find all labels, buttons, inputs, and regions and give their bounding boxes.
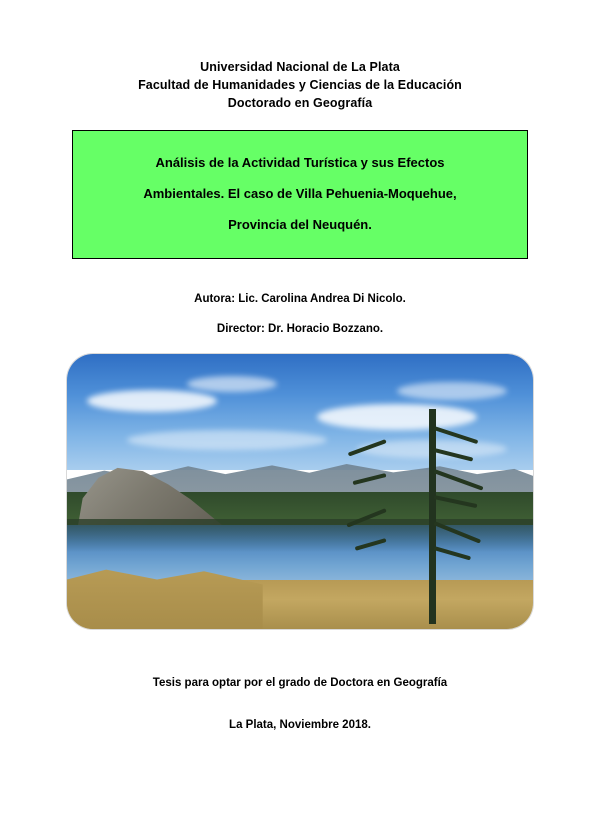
author-name: Autora: Lic. Carolina Andrea Di Nicolo. bbox=[194, 293, 406, 305]
director-name: Director: Dr. Horacio Bozzano. bbox=[216, 323, 384, 335]
thesis-title-line-2: Ambientales. El caso de Villa Pehuenia-Moquehue, bbox=[143, 186, 457, 201]
photo-tree-branch bbox=[433, 426, 478, 444]
cover-photo bbox=[67, 354, 533, 629]
cover-photo-container bbox=[67, 354, 533, 629]
photo-cloud bbox=[87, 390, 217, 412]
thesis-cover-page bbox=[0, 58, 600, 834]
photo-cloud bbox=[187, 376, 277, 392]
place-and-date: La Plata, Noviembre 2018. bbox=[229, 719, 371, 731]
institution-header bbox=[0, 58, 600, 112]
thesis-title-line-3: Provincia del Neuquén. bbox=[228, 217, 372, 232]
photo-tree-branch bbox=[433, 521, 481, 543]
photo-cloud bbox=[397, 382, 507, 400]
thesis-title-line-1: Análisis de la Actividad Turística y sus Efectos bbox=[155, 155, 445, 170]
footer-block bbox=[0, 673, 600, 735]
faculty-name: Facultad de Humanidades y Ciencias de la Educación bbox=[138, 78, 462, 92]
photo-araucaria-tree bbox=[366, 409, 486, 624]
photo-cloud bbox=[127, 430, 327, 450]
authorship-block bbox=[0, 284, 600, 344]
degree-statement: Tesis para optar por el grado de Doctora en Geografía bbox=[152, 677, 448, 689]
photo-tree-branch bbox=[433, 495, 477, 508]
university-name: Universidad Nacional de La Plata bbox=[200, 60, 400, 74]
photo-tree-trunk bbox=[429, 409, 436, 624]
photo-tree-branch bbox=[433, 546, 471, 560]
photo-tree-branch bbox=[433, 469, 483, 491]
program-name: Doctorado en Geografía bbox=[227, 96, 373, 110]
photo-tree-branch bbox=[433, 448, 473, 462]
thesis-title-box bbox=[72, 130, 528, 259]
